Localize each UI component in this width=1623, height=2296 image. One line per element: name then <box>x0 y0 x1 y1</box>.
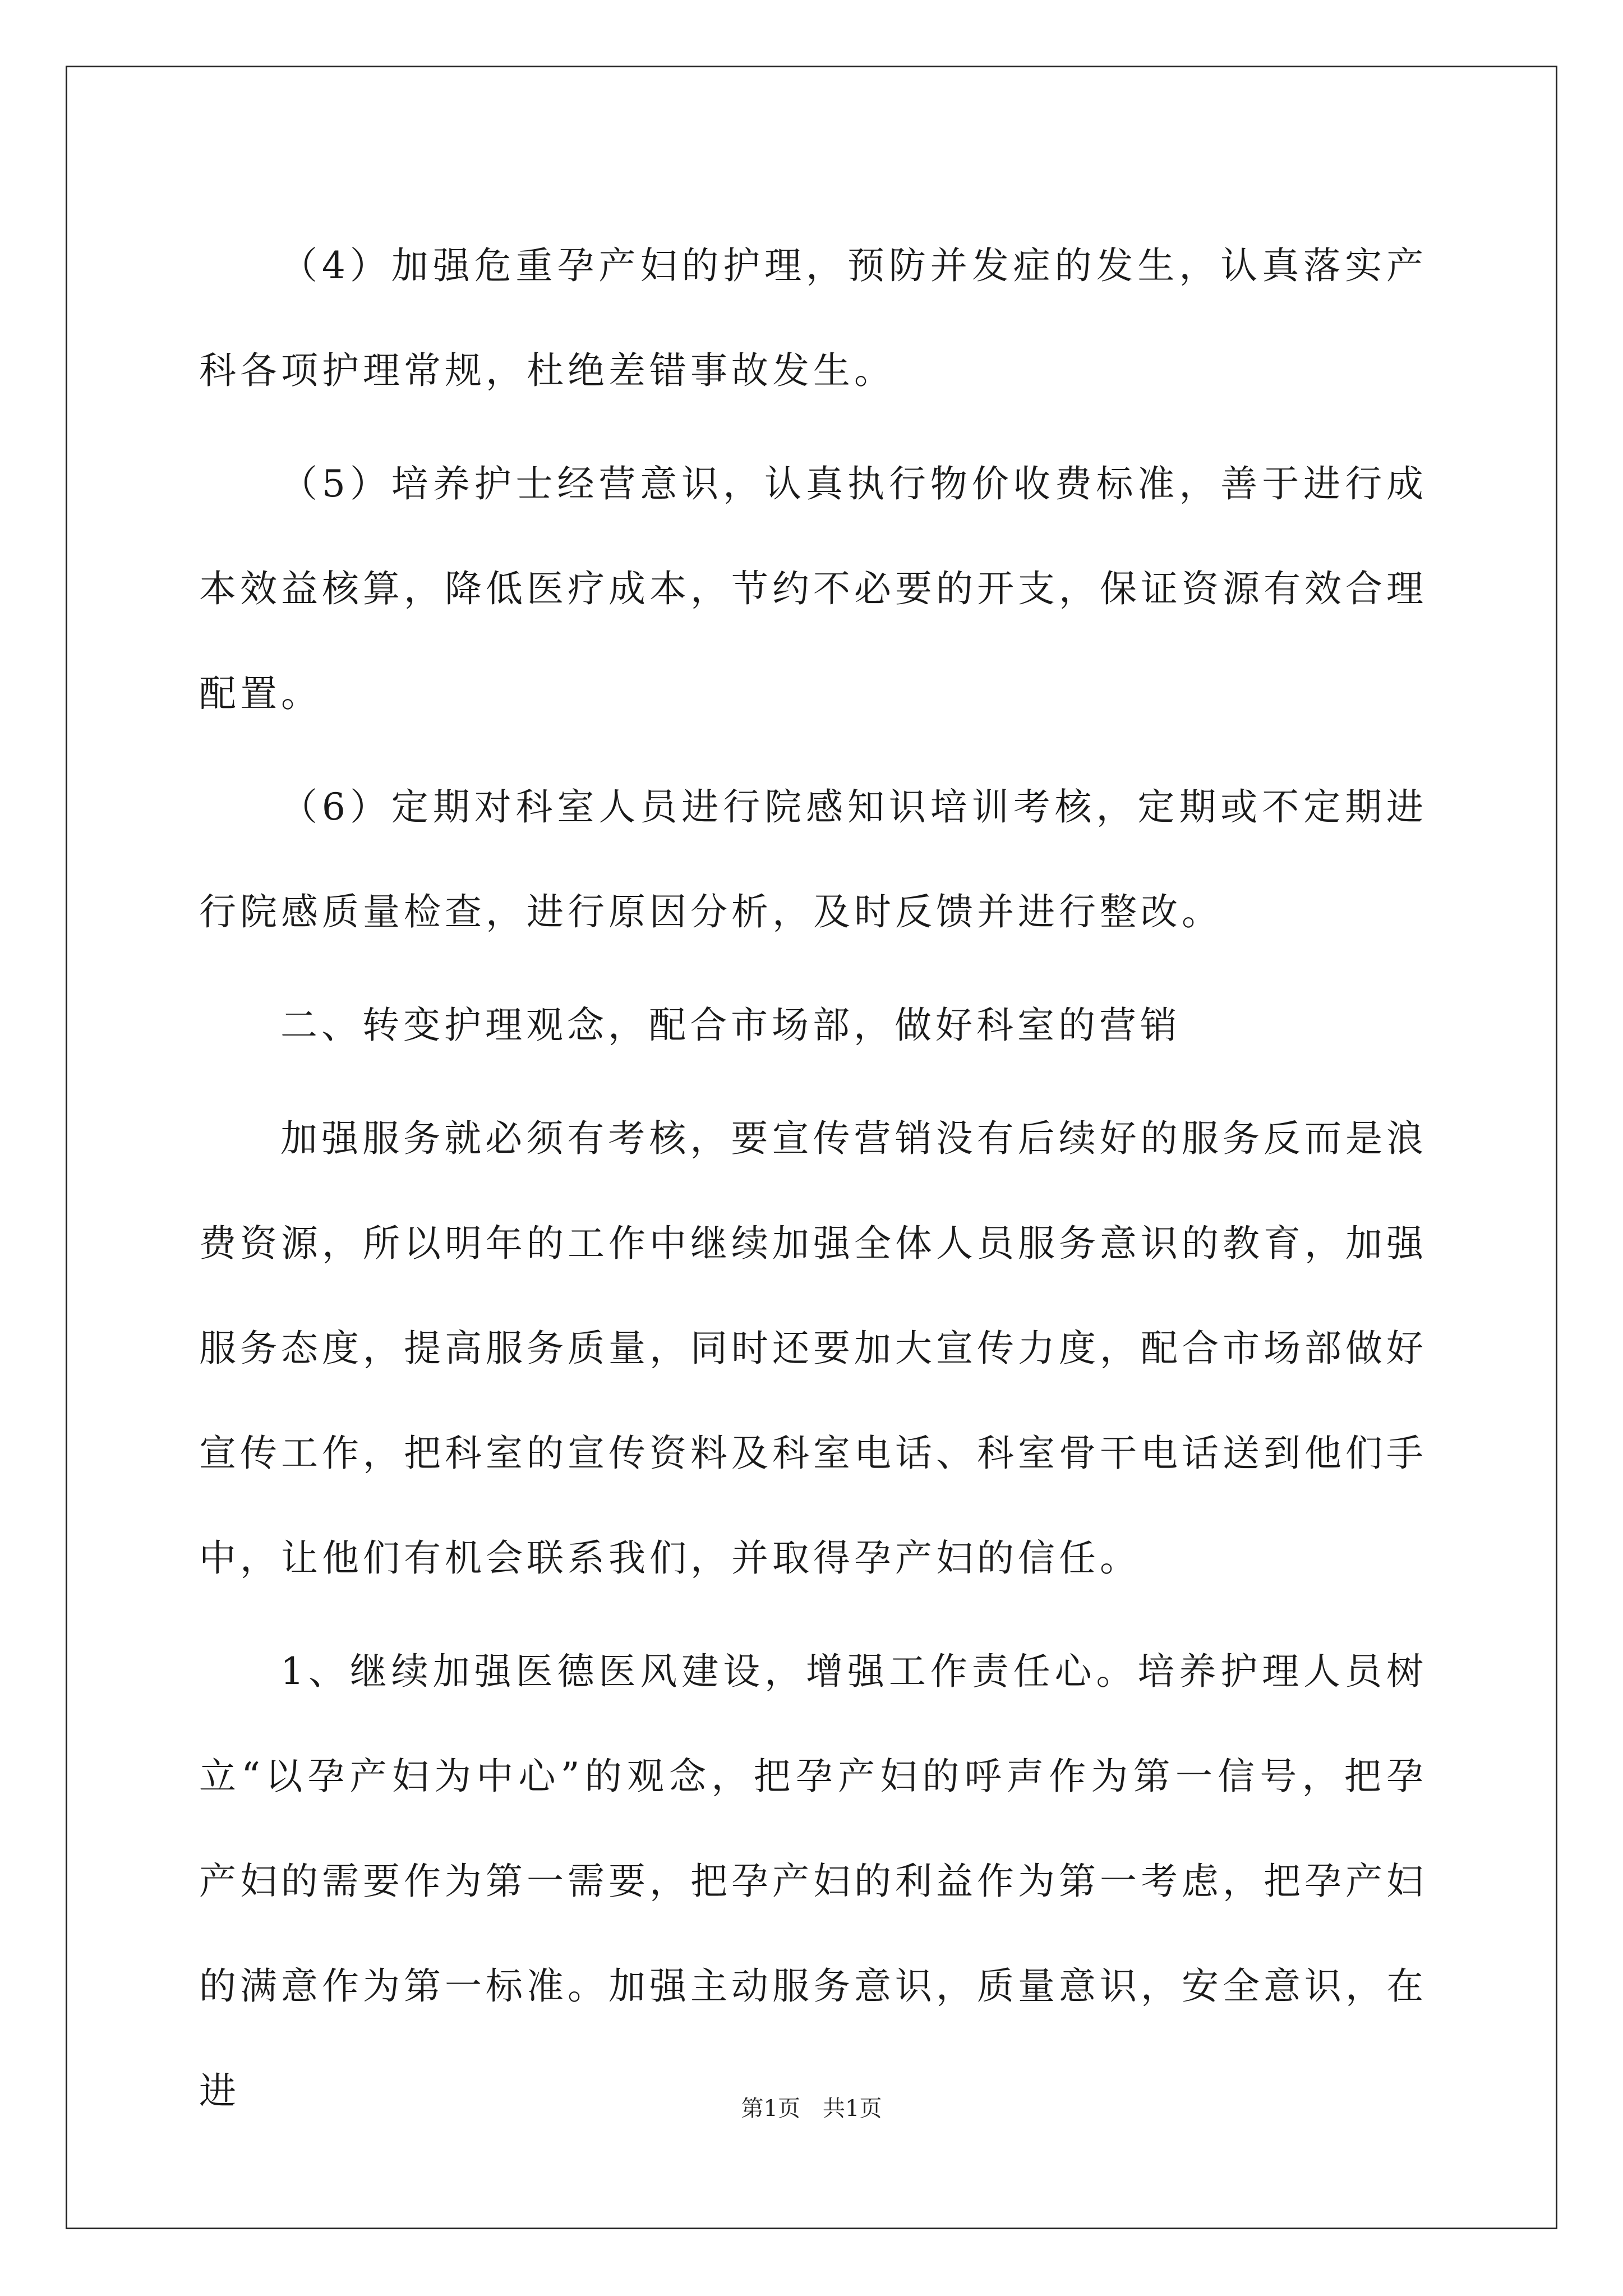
page-number-footer: 第1页 共1页 <box>741 2096 882 2122</box>
paragraph-ethics-building: 1、继续加强医德医风建设，增强工作责任心。培养护理人员树立“以孕产妇为中心”的观念，把孕产妇的呼声作为第一信号，把孕产妇的需要作为第一需要，把孕产妇的利益作为第一考虑，把孕产妇的满意作为第一标准。加强主动服务意识，质量意识，安全意识，在进 <box>199 1650 1427 2113</box>
paragraph-5-cost-awareness: （5）培养护士经营意识，认真执行物价收费标准，善于进行成本效益核算，降低医疗成本，节约不必要的开支，保证资源有效合理配置。 <box>199 462 1427 715</box>
paragraph-service-assessment: 加强服务就必须有考核，要宣传营销没有后续好的服务反而是浪费资源，所以明年的工作中继续加强全体人员服务意识的教育，加强服务态度，提高服务质量，同时还要加大宣传力度，配合市场部做好宣传工作，把科室的宣传资料及科室电话、科室骨干电话送到他们手中，让他们有机会联系我们，并取得孕产妇的信任。 <box>199 1117 1427 1580</box>
paragraph-4-critical-care: （4）加强危重孕产妇的护理，预防并发症的发生，认真落实产科各项护理常规，杜绝差错事故发生。 <box>199 244 1427 392</box>
document-body <box>199 213 1427 2152</box>
section-heading-marketing: 二、转变护理观念，配合市场部，做好科室的营销 <box>280 1004 1181 1047</box>
paragraph-6-infection-training: （6）定期对科室人员进行院感知识培训考核，定期或不定期进行院感质量检查，进行原因分析，及时反馈并进行整改。 <box>199 785 1427 933</box>
